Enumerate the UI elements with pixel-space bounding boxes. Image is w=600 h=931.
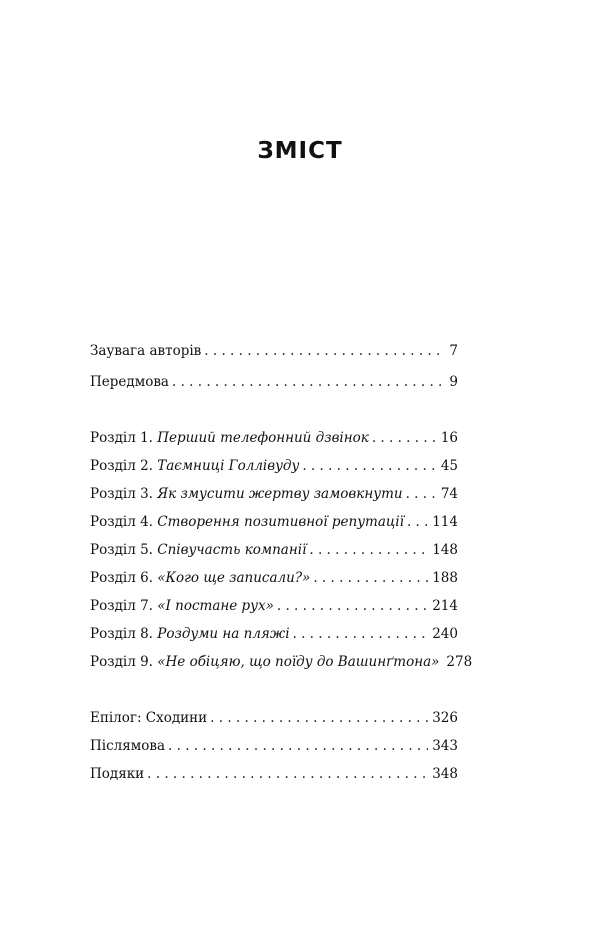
dot-leader (147, 764, 428, 784)
toc-entry-label: Розділ 3. Як змусити жертву замовкнути (90, 486, 403, 502)
toc-page-number: 45 (440, 458, 458, 474)
toc-entry-label: Розділ 4. Створення позитивної репутації (90, 514, 404, 530)
toc-page-number: 348 (432, 766, 458, 782)
toc-entry-label: Розділ 9. «Не обіцяю, що поїду до Вашинґтона» (90, 654, 440, 670)
toc-entry-chapter-8 (90, 624, 458, 644)
toc-entry-label: Епілог: Сходини (90, 710, 208, 726)
toc-entry-chapter-9 (90, 652, 473, 672)
dot-leader (293, 624, 429, 644)
toc-entry-label: Розділ 8. Роздуми на пляжі (90, 626, 290, 642)
toc-entry-chapter-6 (90, 568, 458, 588)
toc-entry-chapter-2 (90, 456, 458, 476)
dot-leader (313, 568, 428, 588)
toc-entry-label: Передмова (90, 374, 169, 390)
toc-entry-label: Післямова (90, 738, 166, 754)
toc-page-number: 148 (432, 542, 458, 558)
toc-page-number: 343 (432, 738, 458, 754)
dot-leader (406, 484, 437, 504)
toc-entry-epilogue (90, 708, 458, 728)
dot-leader (302, 456, 436, 476)
toc-page-number: 7 (449, 343, 458, 359)
dot-leader (204, 341, 445, 361)
toc-page-number: 74 (440, 486, 458, 502)
toc-entry-authors-note (90, 341, 458, 361)
dot-leader (172, 372, 445, 392)
toc-entry-chapter-7 (90, 596, 458, 616)
toc-page-number: 240 (432, 626, 458, 642)
page-title: ЗМІСТ (257, 138, 343, 164)
toc-entry-label: Розділ 6. «Кого ще записали?» (90, 570, 311, 586)
dot-leader (168, 736, 428, 756)
toc-entry-label: Розділ 2. Таємниці Голлівуду (90, 458, 300, 474)
toc-entry-chapter-1 (90, 428, 458, 448)
dot-leader (309, 540, 428, 560)
toc-page-number: 114 (432, 514, 458, 530)
toc-entry-label: Розділ 7. «І постане рух» (90, 598, 274, 614)
toc-page-number: 326 (432, 710, 458, 726)
toc-page-number: 188 (432, 570, 458, 586)
toc-entry-label: Подяки (90, 766, 145, 782)
toc-entry-label: Розділ 1. Перший телефонний дзвінок (90, 430, 369, 446)
toc-page-number: 214 (432, 598, 458, 614)
toc-page-number: 9 (449, 374, 458, 390)
dot-leader (210, 708, 428, 728)
dot-leader (407, 512, 428, 532)
toc-entry-label: Заувага авторів (90, 343, 202, 359)
toc-entry-acknowledgements (90, 764, 458, 784)
toc-entry-label: Розділ 5. Співучасть компанії (90, 542, 307, 558)
toc-entry-chapter-5 (90, 540, 458, 560)
toc-entry-foreword (90, 372, 458, 392)
toc-entry-chapter-3 (90, 484, 458, 504)
dot-leader (277, 596, 428, 616)
toc-entry-chapter-4 (90, 512, 458, 532)
toc-page-number: 278 (446, 654, 473, 670)
dot-leader (372, 428, 437, 448)
toc-entry-afterword (90, 736, 458, 756)
toc-page-number: 16 (440, 430, 458, 446)
